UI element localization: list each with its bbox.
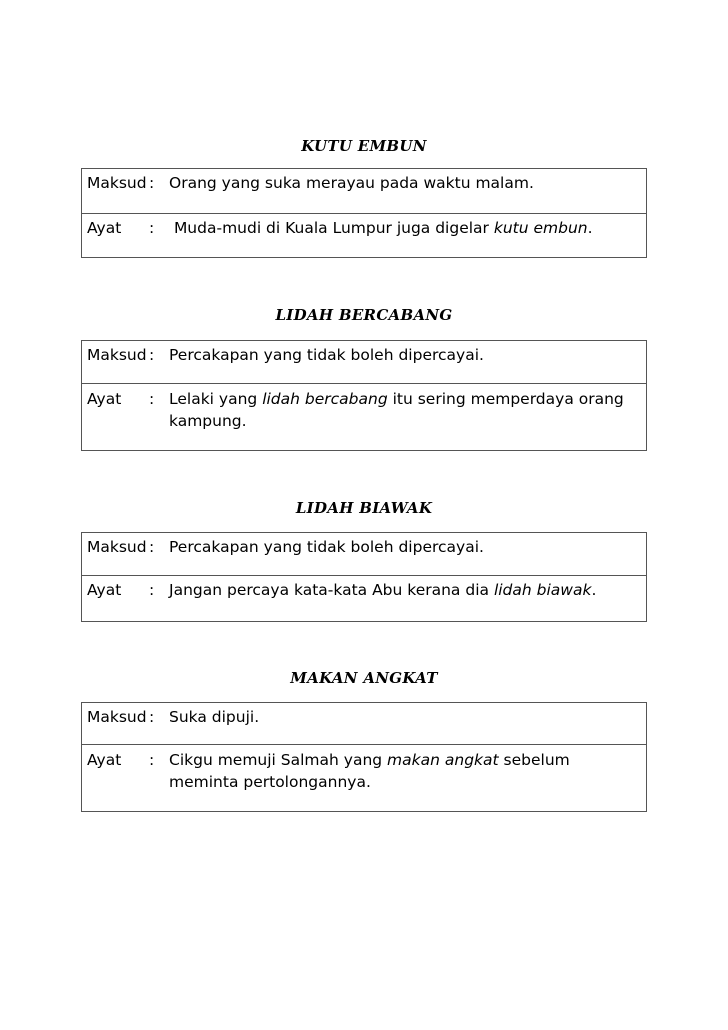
maksud-label: Maksud — [87, 346, 147, 364]
ayat-text-after: . — [591, 581, 597, 599]
idiom-phrase: lidah biawak — [493, 581, 592, 599]
colon: : — [149, 708, 155, 726]
idiom-phrase: lidah bercabang — [262, 390, 388, 408]
ayat-label: Ayat — [87, 390, 122, 408]
ayat-label: Ayat — [87, 581, 122, 599]
colon: : — [149, 751, 155, 769]
idiom-title: MAKAN ANGKAT — [290, 669, 438, 687]
maksud-label: Maksud — [87, 538, 147, 556]
idiom-table — [81, 340, 647, 451]
ayat-row — [82, 384, 646, 450]
ayat-text-after: sebelum meminta pertolongannya. — [169, 751, 575, 791]
ayat-text-before: Muda-mudi di Kuala Lumpur juga digelar — [169, 219, 494, 237]
maksud-label: Maksud — [87, 174, 147, 192]
ayat-text — [169, 388, 646, 450]
maksud-row — [82, 703, 646, 745]
ayat-row — [82, 214, 646, 257]
idiom-phrase: kutu embun — [493, 219, 588, 237]
idiom-title: KUTU EMBUN — [301, 137, 427, 155]
idiom-title: LIDAH BERCABANG — [275, 306, 453, 324]
maksud-text: Orang yang suka merayau pada waktu malam. — [169, 174, 534, 192]
ayat-row — [82, 576, 646, 621]
maksud-row — [82, 341, 646, 384]
maksud-text: Percakapan yang tidak boleh dipercayai. — [169, 538, 484, 556]
ayat-text-after: . — [587, 219, 593, 237]
colon: : — [149, 174, 155, 192]
idiom-table — [81, 168, 647, 258]
ayat-row — [82, 745, 646, 811]
ayat-label: Ayat — [87, 751, 122, 769]
maksud-row — [82, 533, 646, 576]
ayat-text — [169, 749, 646, 811]
ayat-label: Ayat — [87, 219, 122, 237]
colon: : — [149, 390, 155, 408]
colon: : — [149, 219, 155, 237]
maksud-label: Maksud — [87, 708, 147, 726]
idiom-table — [81, 532, 647, 622]
idiom-title: LIDAH BIAWAK — [295, 499, 433, 517]
ayat-text — [169, 217, 646, 257]
ayat-text-before: Lelaki yang — [169, 390, 263, 408]
ayat-text-before: Cikgu memuji Salmah yang — [169, 751, 388, 769]
ayat-text — [169, 579, 646, 621]
idiom-table — [81, 702, 647, 812]
colon: : — [149, 538, 155, 556]
colon: : — [149, 581, 155, 599]
colon: : — [149, 346, 155, 364]
ayat-text-after: itu sering memperdaya orang kampung. — [169, 390, 629, 430]
maksud-text: Percakapan yang tidak boleh dipercayai. — [169, 346, 484, 364]
ayat-text-before: Jangan percaya kata-kata Abu kerana dia — [169, 581, 494, 599]
maksud-row — [82, 169, 646, 214]
maksud-text: Suka dipuji. — [169, 708, 260, 726]
idiom-phrase: makan angkat — [387, 751, 499, 769]
